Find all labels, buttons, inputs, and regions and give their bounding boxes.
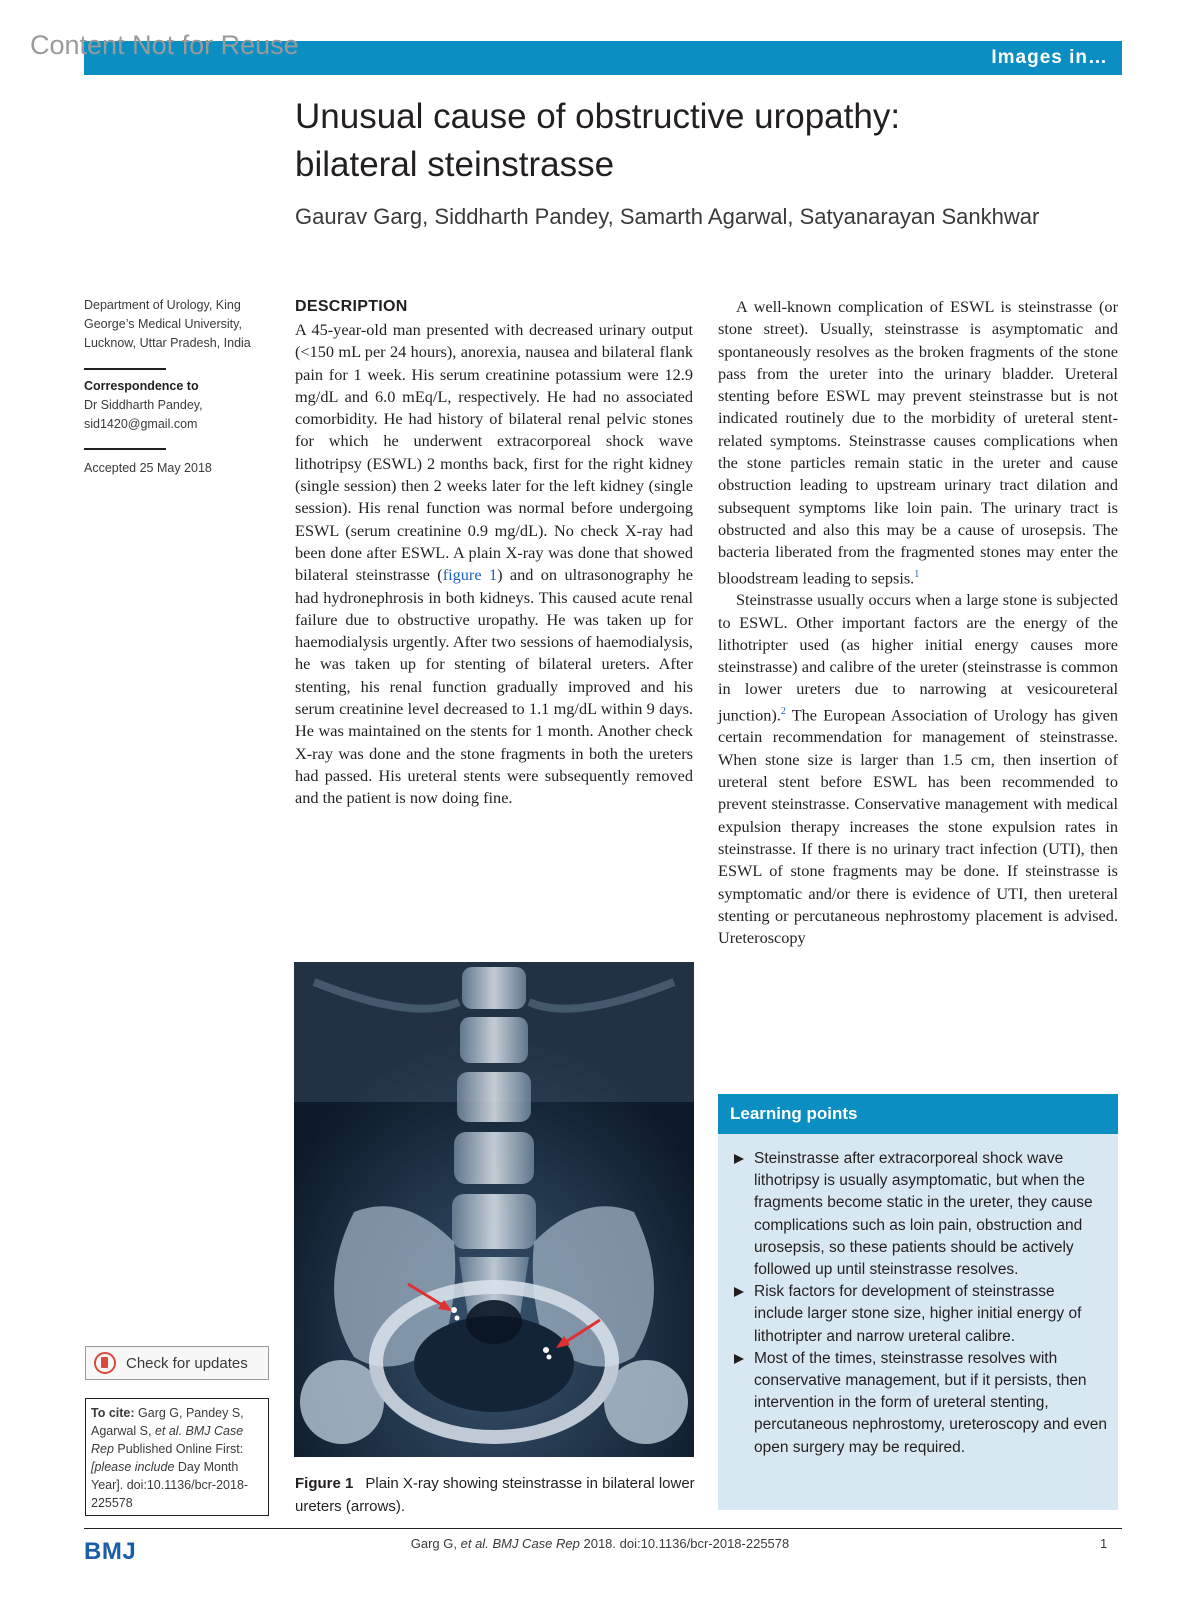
body-paragraph — [295, 319, 693, 810]
paragraph-text: A 45-year-old man presented with decreased urinary output (<150 mL per 24 hours), anorexia, nausea and bilateral flank pain for 1 week. His serum creatinine potassium were 12.9 mg/dL and 6.0 mEq/L, respectively. He had no associated comorbidity. He had history of bilateral renal pelvic stones for which he underwent extracorporeal shock wave lithotripsy (ESWL) 2 months back, first for the right kidney (single session) then 2 weeks later for the left kidney (single session). His renal function was normal before undergoing ESWL (serum creatinine 0.9 mg/dL). No check X-ray had been done after ESWL. A plain X-ray was done that showed bilateral steinstrasse ( — [295, 320, 693, 585]
cite-doi[interactable]: doi:10.1136/bcr-2018-225578 — [91, 1478, 249, 1510]
learning-point-text: Steinstrasse after extracorporeal shock wave lithotripsy is usually asymptomatic, but when the fragments become static in the ureter, they cause complications such as loin pain, obstruction and urosepsis, so these patients should be actively followed up until steinstrasse resolves. — [754, 1150, 1093, 1279]
figure-label: Figure 1 — [295, 1475, 354, 1492]
title-line-1: Unusual cause of obstructive uropathy: — [295, 97, 901, 136]
cite-label: To cite: — [91, 1406, 135, 1420]
check-for-updates-button[interactable] — [85, 1346, 269, 1380]
learning-point — [732, 1148, 1108, 1281]
cite-journal: BMJ Case Rep — [91, 1424, 244, 1456]
check-for-updates-label: Check for updates — [126, 1354, 248, 1372]
body-paragraph — [718, 296, 1118, 589]
learning-point — [732, 1281, 1108, 1348]
figure-caption-text: Plain X-ray showing steinstrasse in bilateral lower ureters (arrows). — [295, 1475, 695, 1515]
sidebar-divider — [84, 448, 166, 450]
correspondence-name: Dr Siddharth Pandey, — [84, 398, 203, 412]
reference-link[interactable]: 2 — [780, 705, 786, 717]
correspondence-label: Correspondence to — [84, 379, 199, 393]
learning-point-text: Most of the times, steinstrasse resolves with conservative management, but if it persists, then intervention in the form of ureteral stenting, percutaneous nephrostomy, ureteroscopy and even open surgery may be required. — [754, 1349, 1107, 1456]
cite-daymonth: Day Month Year]. — [91, 1460, 239, 1492]
learning-point-text: Risk factors for development of steinstrasse include larger stone size, higher initial energy of lithotripter and narrow ureteral calibre. — [754, 1283, 1082, 1345]
affiliation: Department of Urology, King George’s Medical University, Lucknow, Uttar Pradesh, India — [84, 298, 251, 350]
to-cite-box — [85, 1398, 269, 1516]
body-paragraph — [718, 589, 1118, 949]
description-heading: DESCRIPTION — [295, 298, 408, 315]
sidebar-divider — [84, 368, 166, 370]
figure-link[interactable]: figure 1 — [442, 565, 498, 585]
learning-points-heading: Learning points — [718, 1094, 1118, 1134]
triangle-bullet-icon — [734, 1287, 744, 1297]
footer-cite-suffix: 2018. doi:10.1136/bcr-2018-225578 — [583, 1536, 790, 1551]
article-title — [295, 93, 1115, 189]
cite-etal: et al. — [154, 1424, 183, 1438]
author-list: Gaurav Garg, Siddharth Pandey, Samarth Agarwal, Satyanarayan Sankhwar — [295, 204, 1040, 229]
body-column-1 — [295, 319, 693, 810]
body-column-2 — [718, 296, 1118, 949]
cite-authors: Garg G, Pandey S, Agarwal S, — [91, 1406, 244, 1438]
figure-caption — [295, 1472, 695, 1518]
learning-point — [732, 1348, 1108, 1459]
paragraph-text: The European Association of Urology has given certain recommendation for management of steinstrasse. When stone size is larger than 1.5 cm, then insertion of ureteral stent before ESWL has been recommended to prevent steinstrasse. Conservative management with medical expulsion therapy increases the stone expulsion rates in steinstrasse. If there is no urinary tract infection (UTI), then ESWL of stone fragments may be done. If steinstrasse is symptomatic and/or there is evidence of UTI, then ureteral stenting or percutaneous nephrostomy placement is advised. Ureteroscopy — [718, 705, 1118, 948]
footer-divider — [84, 1528, 1122, 1529]
footer-cite-etal: et al. — [460, 1536, 489, 1551]
accepted-date: Accepted 25 May 2018 — [84, 461, 212, 475]
learning-points-box — [718, 1094, 1118, 1510]
section-label: Images in… — [991, 47, 1108, 68]
footer-cite-journal: BMJ Case Rep — [492, 1536, 580, 1551]
correspondence — [84, 377, 264, 434]
footer-cite-prefix: Garg G, — [410, 1536, 457, 1551]
xray-image — [294, 962, 694, 1457]
crossmark-icon — [94, 1352, 116, 1374]
learning-points-list — [732, 1148, 1108, 1459]
title-line-2: bilateral steinstrasse — [295, 145, 615, 184]
reference-link[interactable]: 1 — [914, 568, 920, 580]
paragraph-text: ) and on ultrasonography he had hydronephrosis in both kidneys. This caused acute renal failure due to obstructive uropathy. He was taken up for haemodialysis urgently. After two sessions of haemodialysis, he was taken up for stenting of bilateral ureters. After stenting, his renal function gradually improved and his serum creatinine level decreased to 1.1 mg/dL within 9 days. He was maintained on the stents for 1 month. Another check X-ray was done and the stone fragments in both the ureters had passed. His ureteral stents were subsequently removed and the patient is now doing fine. — [295, 565, 693, 808]
triangle-bullet-icon — [734, 1154, 744, 1164]
paragraph-text: Steinstrasse usually occurs when a large stone is subjected to ESWL. Other important factors are the energy of the lithotripter used (as higher initial energy causes more steinstrasse) and calibre of the ureter (steinstrasse is common in lower ureters due to narrowing at vesicoureteral junction). — [718, 590, 1118, 725]
watermark: Content Not for Reuse — [30, 30, 299, 60]
xray-illustration — [294, 962, 694, 1457]
cite-published: Published Online First: — [117, 1442, 244, 1456]
triangle-bullet-icon — [734, 1354, 744, 1364]
cite-placeholder: [please include — [91, 1460, 175, 1474]
footer-citation — [400, 1536, 800, 1551]
paragraph-text: A well-known complication of ESWL is steinstrasse (or stone street). Usually, steinstrasse is asymptomatic and spontaneously resolves as the broken fragments of the stone pass from the ureter into the urinary bladder. Ureteral stenting before ESWL may prevent steinstrasse but is not indicated routinely due to the morbidity of ureteral stent-related symptoms. Steinstrasse causes complications when the stone particles remain static in the ureter and cause obstruction leading to upstream urinary tract dilation and subsequent symptoms like loin pain. The urinary tract is obstructed and also this may be a cause of urosepsis. The bacteria liberated from the fragmented stones may enter the bloodstream leading to sepsis. — [718, 297, 1118, 587]
bmj-logo: BMJ — [84, 1538, 137, 1565]
page-number: 1 — [1100, 1536, 1108, 1551]
correspondence-email[interactable]: sid1420@gmail.com — [84, 417, 198, 431]
